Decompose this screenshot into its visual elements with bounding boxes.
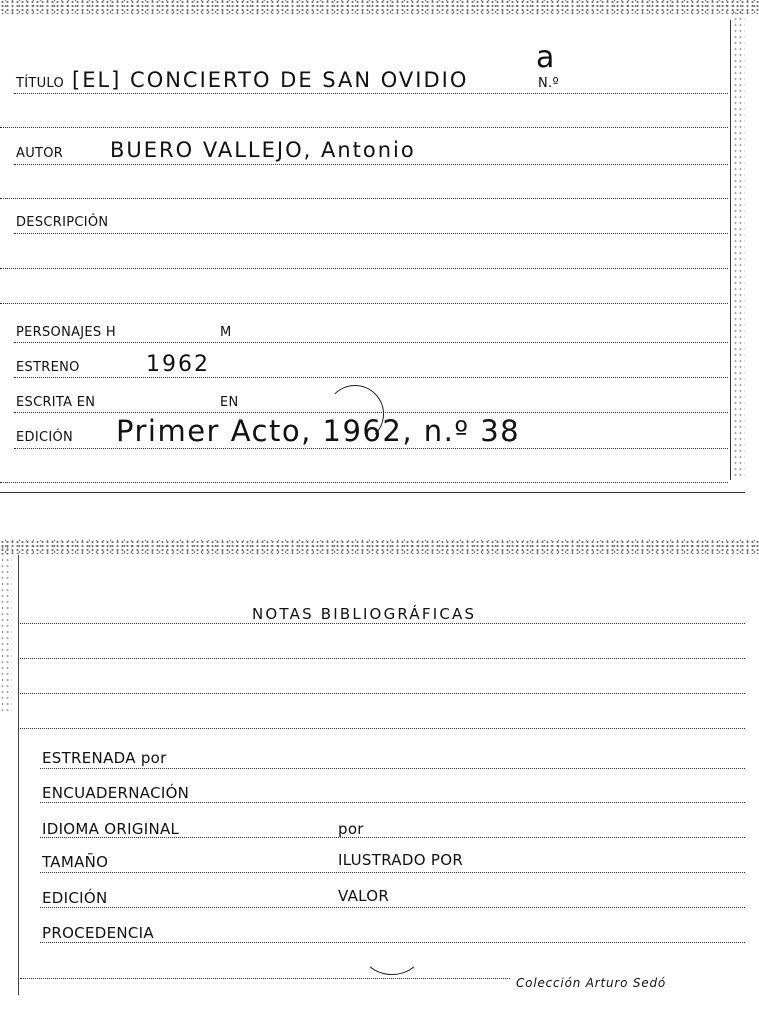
card-right-edge <box>730 20 731 480</box>
label-estreno: ESTRENO <box>16 360 80 375</box>
label-autor: AUTOR <box>16 146 64 161</box>
punch-hole-stamp <box>362 927 422 975</box>
label-edicion-back: EDICIÓN <box>42 889 108 907</box>
value-numero: a <box>536 40 557 75</box>
label-edicion: EDICIÓN <box>16 430 74 445</box>
rule-blank-4 <box>0 303 728 304</box>
rule-notas-2 <box>20 658 745 659</box>
rule-idioma <box>40 837 745 838</box>
scan-noise-left <box>0 545 12 715</box>
rule-notas-1 <box>20 623 745 624</box>
rule-edicion <box>14 448 728 449</box>
card-left-edge <box>18 555 19 995</box>
label-valor: VALOR <box>338 887 390 905</box>
label-en: EN <box>220 395 239 410</box>
rule-bottom <box>20 978 510 979</box>
label-estrenada-por: ESTRENADA por <box>42 749 167 767</box>
footer-coleccion: Colección Arturo Sedó <box>516 976 667 990</box>
rule-blank-1 <box>0 127 728 128</box>
label-escrita-en: ESCRITA EN <box>16 395 96 410</box>
label-tamano: TAMAÑO <box>42 853 109 871</box>
rule-estrenada-por <box>40 768 745 769</box>
rule-encuadernacion <box>40 802 745 803</box>
value-estreno: 1962 <box>146 352 210 377</box>
label-m: M <box>220 325 232 340</box>
label-idioma-original: IDIOMA ORIGINAL <box>42 820 180 838</box>
label-encuadernacion: ENCUADERNACIÓN <box>42 784 190 802</box>
scan-noise-right <box>733 10 745 480</box>
catalog-card-front <box>0 0 759 500</box>
scan-noise-top <box>0 0 759 14</box>
rule-titulo <box>14 93 728 94</box>
value-autor: BUERO VALLEJO, Antonio <box>110 138 416 162</box>
heading-notas-bibliograficas: NOTAS BIBLIOGRÁFICAS <box>252 605 477 623</box>
rule-notas-3 <box>20 693 745 694</box>
label-por: por <box>338 820 364 838</box>
label-procedencia: PROCEDENCIA <box>42 924 154 942</box>
label-titulo: TÍTULO <box>16 76 65 91</box>
card-bottom-edge <box>0 492 745 493</box>
rule-notas-4 <box>20 728 745 729</box>
rule-estreno <box>14 377 728 378</box>
label-personajes: PERSONAJES H <box>16 325 116 340</box>
rule-edicion-back <box>40 907 745 908</box>
rule-autor <box>14 164 728 165</box>
rule-tamano <box>40 872 745 873</box>
label-ilustrado-por: ILUSTRADO POR <box>338 851 464 869</box>
label-numero: N.º <box>538 76 559 91</box>
rule-blank-2 <box>0 198 728 199</box>
rule-descripcion <box>14 233 728 234</box>
rule-blank-3 <box>0 268 728 269</box>
scan-noise-top <box>0 540 759 554</box>
value-titulo: [EL] CONCIERTO DE SAN OVIDIO <box>72 68 469 92</box>
label-descripcion: DESCRIPCIÓN <box>16 215 109 230</box>
value-edicion: Primer Acto, 1962, n.º 38 <box>116 414 521 448</box>
rule-blank-5 <box>0 482 728 483</box>
catalog-card-back <box>0 535 759 1028</box>
rule-personajes <box>14 342 728 343</box>
